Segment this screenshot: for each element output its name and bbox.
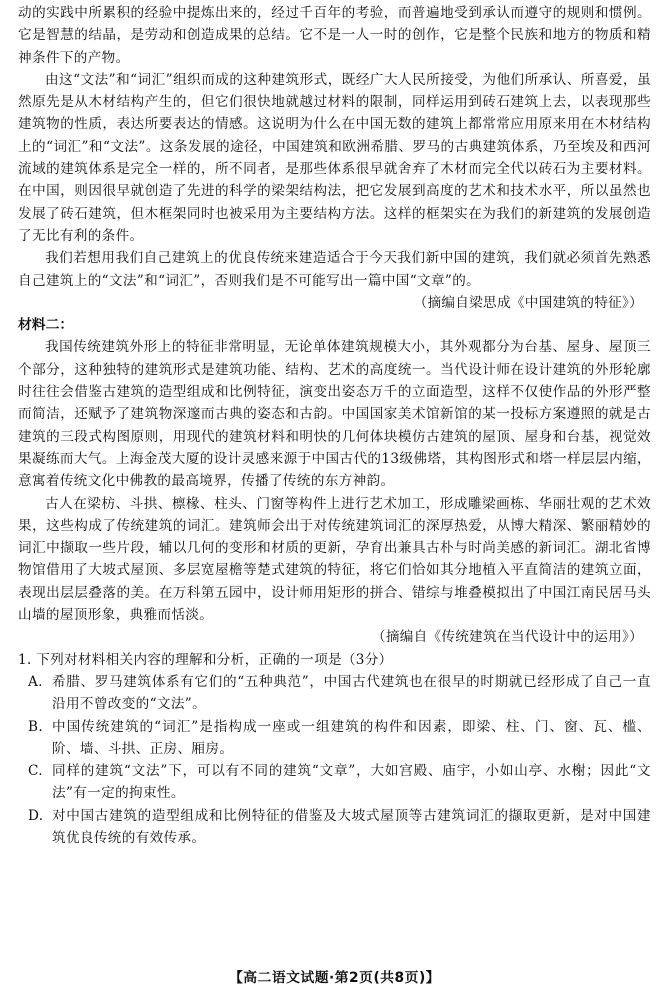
material1-paragraph-1: 动的实践中所累积的经验中提炼出来的，经过千百年的考验，而普遍地受到承认而遵守的规则和惯例。它是智慧的结晶，是劳动和创造成果的总结。它不是一人一时的创作，它是整个民族和地方的物质和精神条件下的产物。 bbox=[18, 5, 651, 66]
page-footer: 【高二语文试题·第2页(共8页)】 bbox=[228, 970, 441, 986]
material1-paragraph-2: 由这“文法”和“词汇”组织而成的这种建筑形式，既经广大人民所接受，为他们所承认、所喜爱，虽然原先是从木材结构产生的，但它们很快地就越过材料的限制，同样运用到砖石建筑上去，以表现那些建筑物的性质，表达所要表达的情感。这说明为什么在中国无数的建筑上都常常应用原来用在木材结构上的“词汇”和“文法”。这条发展的途径，中国建筑和欧洲希腊、罗马的古典建筑体系，乃至埃及和西河流域的建筑体系是完全一样的，所不同者，是那些体系很早就舍弃了木材而完全代以砖石为主要材料。在中国，则因很早就创造了先进的科学的梁架结构法，把它发展到高度的艺术和技术水平，所以虽然也发展了砖石建筑，但木框架同时也被采用为主要结构方法。这样的框架实在为我们的新建筑的发展创造了无比有利的条件。 bbox=[18, 71, 651, 244]
material1-source: （摘编自梁思成《中国建筑的特征》） bbox=[413, 294, 643, 311]
question-1-option-b bbox=[18, 716, 651, 761]
option-a-text: 希腊、罗马建筑体系有它们的“五种典范”，中国古代建筑也在很早的时期就已经形成了自己一直沿用不曾改变的“文法”。 bbox=[52, 673, 651, 713]
option-c-text: 同样的建筑“文法”下，可以有不同的建筑“文章”，大如宫殿、庙宇，小如山亭、水榭；因此“文法”有一定的拘束性。 bbox=[52, 763, 651, 802]
option-d-letter: D. bbox=[28, 807, 44, 824]
material2-paragraph-2: 古人在梁枋、斗拱、檩椽、柱头、门窗等构件上进行艺术加工，形成雕梁画栋、华丽壮观的艺术效果，这些构成了传统建筑的词汇。建筑师会出于对传统建筑词汇的深厚热爱，从博大精深、繁丽精妙的词汇中撷取一些片段，辅以几何的变形和材质的更新，孕育出兼具古朴与时尚美感的新词汇。湖北省博物馆借用了大坡式屋顶、多层宽屋檐等楚式建筑的特征，将它们恰如其分地植入平直简洁的建筑立面，表现出层层叠落的美。在万科第五园中，设计师用矩形的拼合、错综与堆叠模拟出了中国江南民居马头山墙的屋顶形象，典雅而恬淡。 bbox=[18, 495, 651, 624]
material2-paragraph-1: 我国传统建筑外形上的特征非常明显，无论单体建筑规模大小，其外观都分为台基、屋身、屋顶三个部分，这种独特的建筑形式是建筑功能、结构、艺术的高度统一。当代设计师在设计建筑的外形轮廓时往往会借鉴古建筑的造型组成和比例特征，演变出姿态万千的立面造型，这样不仅使作品的外形严整而简洁，还赋予了建筑物深邃而古典的姿态和古韵。中国国家美术馆新馆的某一投标方案遵照的就是古建筑的三段式构图原则，用现代的建筑材料和明快的几何体块模仿古建筑的屋顶、屋身和台基，视觉效果凝练而大气。上海金茂大厦的设计灵感来源于中国古代的13级佛塔，其构图形式和塔一样层层内缩，意寓着传统文化中佛教的最高境界，传播了传统的东方神韵。 bbox=[18, 339, 651, 490]
option-b-letter: B. bbox=[28, 718, 44, 735]
question-1-option-a bbox=[18, 671, 651, 716]
material1-paragraph-3: 我们若想用我们自己建筑上的优良传统来建造适合于今天我们新中国的建筑，我们就必须首先熟悉自己建筑上的“文法”和“词汇”，否则我们是不可能写出一篇中国“文章”的。 bbox=[18, 250, 651, 289]
option-b-text: 中国传统建筑的“词汇”是指构成一座或一组建筑的构件和因素，即梁、柱、门、窗、瓦、槛、阶、墙、斗拱、正房、厢房。 bbox=[52, 718, 651, 757]
material2-heading: 材料二： bbox=[18, 317, 74, 334]
option-d-text: 对中国古建筑的造型组成和比例特征的借鉴及大坡式屋顶等古建筑词汇的撷取更新，是对中国建筑优良传统的有效传承。 bbox=[52, 807, 651, 846]
material2-source: （摘编自《传统建筑在当代设计中的运用》） bbox=[371, 629, 643, 646]
question-1-option-d bbox=[18, 805, 651, 850]
question-1-stem: 1. 下列对材料相关内容的理解和分析，正确的一项是（3分） bbox=[18, 651, 393, 668]
option-a-letter: A. bbox=[28, 673, 43, 690]
option-c-letter: C. bbox=[28, 763, 43, 780]
question-1-option-c bbox=[18, 760, 651, 805]
